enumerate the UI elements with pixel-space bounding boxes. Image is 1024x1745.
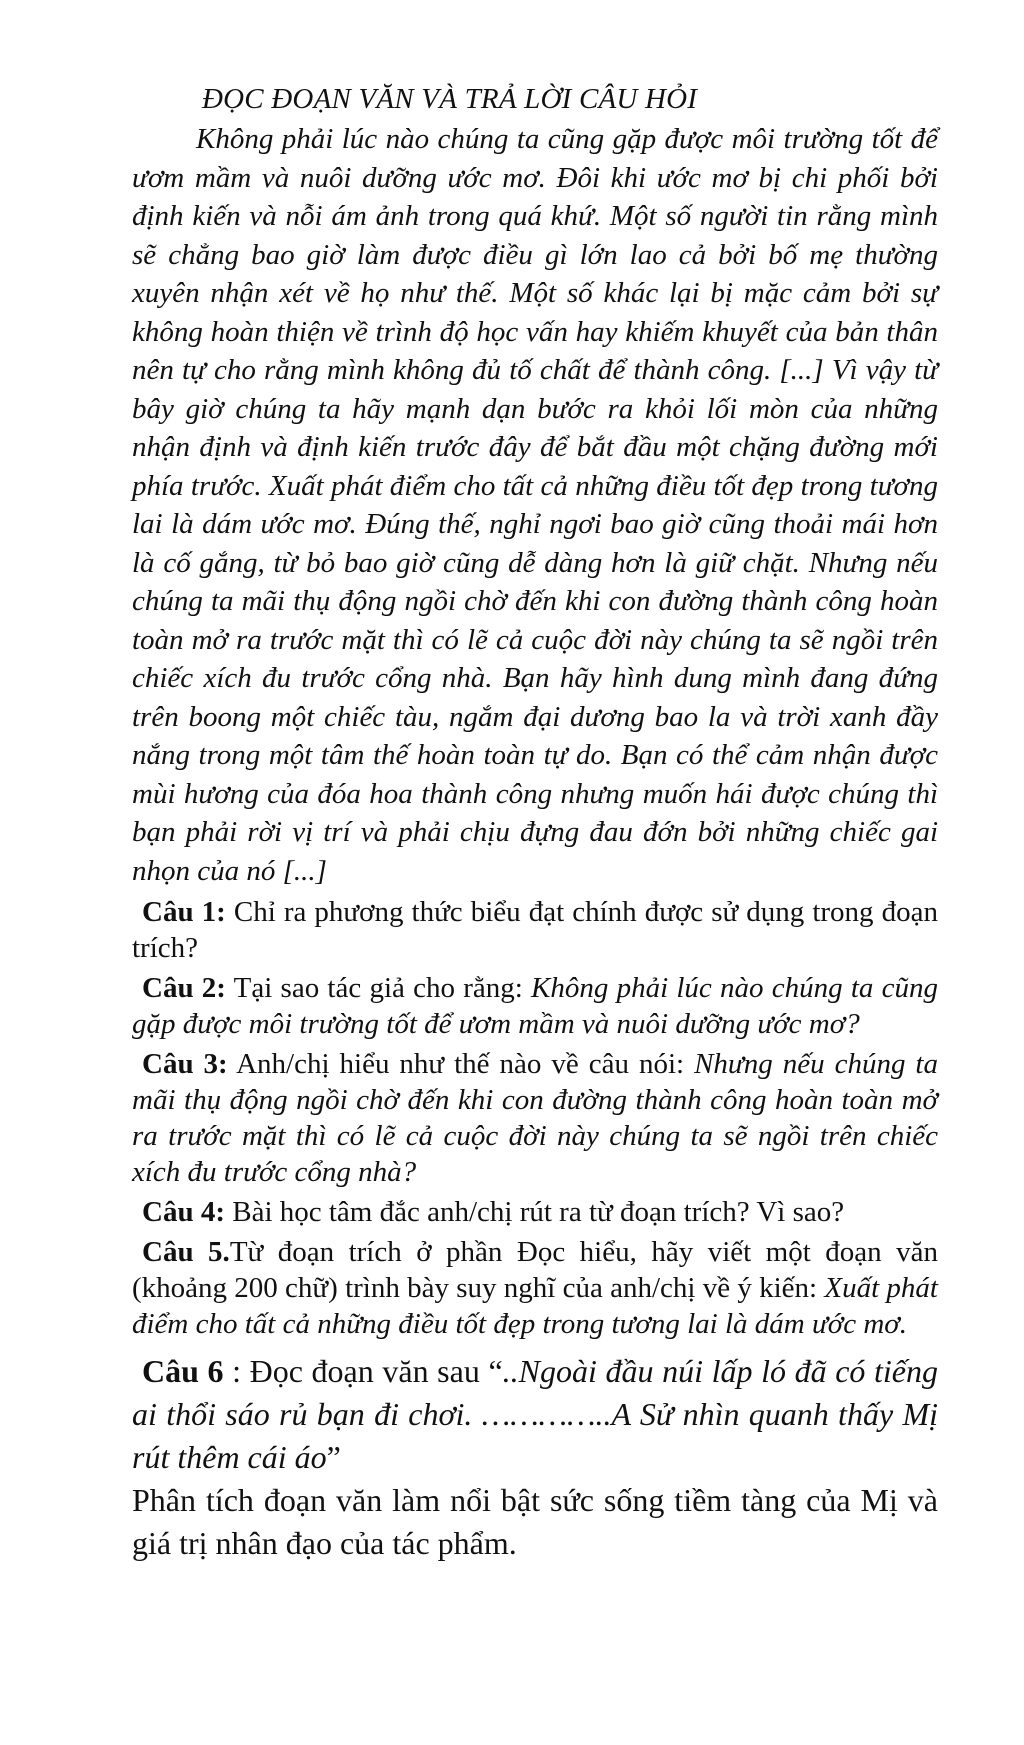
question-4 [132,1194,938,1230]
question-1-text: Chỉ ra phương thức biểu đạt chính được sử dụng trong đoạn trích? [132,896,938,964]
question-4-text: Bài học tâm đắc anh/chị rút ra từ đoạn trích? Vì sao? [224,1196,845,1228]
question-6-label: Câu 6 [142,1353,224,1389]
question-1-label: Câu 1: [142,896,226,928]
question-5-label: Câu 5. [142,1236,230,1268]
question-2-quote: Không phải lúc nào chúng ta cũng gặp được môi trường tốt để ươm mầm và nuôi dưỡng ước mơ? [132,972,938,1040]
question-3-label: Câu 3: [142,1048,228,1080]
question-5 [132,1234,938,1342]
question-5-quote: Xuất phát điểm cho tất cả những điều tốt đẹp trong tương lai là dám ước mơ. [132,1272,938,1340]
question-6-closing: ” [326,1439,341,1475]
question-1 [132,894,938,966]
question-3-text: Anh/chị hiểu như thế nào về câu nói: [227,1048,695,1080]
document-page [132,80,938,1565]
question-6 [132,1350,938,1479]
question-4-label: Câu 4: [142,1196,225,1228]
question-2-text: Tại sao tác giả cho rằng: [225,972,532,1004]
question-3 [132,1046,938,1190]
reading-passage: Không phải lúc nào chúng ta cũng gặp được môi trường tốt để ươm mầm và nuôi dưỡng ước mơ. Đôi khi ước mơ bị chi phối bởi định kiến và nỗi ám ảnh trong quá khứ. Một số người tin rằng mình sẽ chẳng bao giờ làm được điều gì lớn lao cả bởi bố mẹ thường xuyên nhận xét về họ như thế. Một số khác lại bị mặc cảm bởi sự không hoàn thiện về trình độ học vấn hay khiếm khuyết của bản thân nên tự cho rằng mình không đủ tố chất để thành công. [...] Vì vậy từ bây giờ chúng ta hãy mạnh dạn bước ra khỏi lối mòn của những nhận định và định kiến trước đây để bắt đầu một chặng đường mới phía trước. Xuất phát điểm cho tất cả những điều tốt đẹp trong tương lai là dám ước mơ. Đúng thế, nghỉ ngơi bao giờ cũng thoải mái hơn là cố gắng, từ bỏ bao giờ cũng dễ dàng hơn là giữ chặt. Nhưng nếu chúng ta mãi thụ động ngồi chờ đến khi con đường thành công hoàn toàn mở ra trước mặt thì có lẽ cả cuộc đời này chúng ta sẽ ngồi trên chiếc xích đu trước cổng nhà. Bạn hãy hình dung mình đang đứng trên boong một chiếc tàu, ngắm đại dương bao la và trời xanh đầy nắng trong một tâm thế hoàn toàn tự do. Bạn có thể cảm nhận được mùi hương của đóa hoa thành công nhưng muốn hái được chúng thì bạn phải rời vị trí và phải chịu đựng đau đớn bởi những chiếc gai nhọn của nó [...] [132,123,938,887]
question-2-label: Câu 2: [142,972,226,1004]
question-6-quote: ..Ngoài đầu núi lấp ló đã có tiếng ai thổi sáo rủ bạn đi chơi. …………..A Sử nhìn quanh thấy Mị rút thêm cái áo [132,1353,938,1475]
document-title: ĐỌC ĐOẠN VĂN VÀ TRẢ LỜI CÂU HỎI [202,83,698,115]
final-task: Phân tích đoạn văn làm nổi bật sức sống tiềm tàng của Mị và giá trị nhân đạo của tác phẩm. [132,1482,938,1561]
question-3-quote: Nhưng nếu chúng ta mãi thụ động ngồi chờ đến khi con đường thành công hoàn toàn mở ra trước mặt thì có lẽ cả cuộc đời này chúng ta sẽ ngồi trên chiếc xích đu trước cổng nhà? [132,1048,938,1188]
question-2 [132,970,938,1042]
question-5-text: Từ đoạn trích ở phần Đọc hiểu, hãy viết một đoạn văn (khoảng 200 chữ) trình bày suy nghĩ của anh/chị về ý kiến: [132,1236,938,1304]
question-6-text: : Đọc đoạn văn sau “ [223,1353,503,1389]
